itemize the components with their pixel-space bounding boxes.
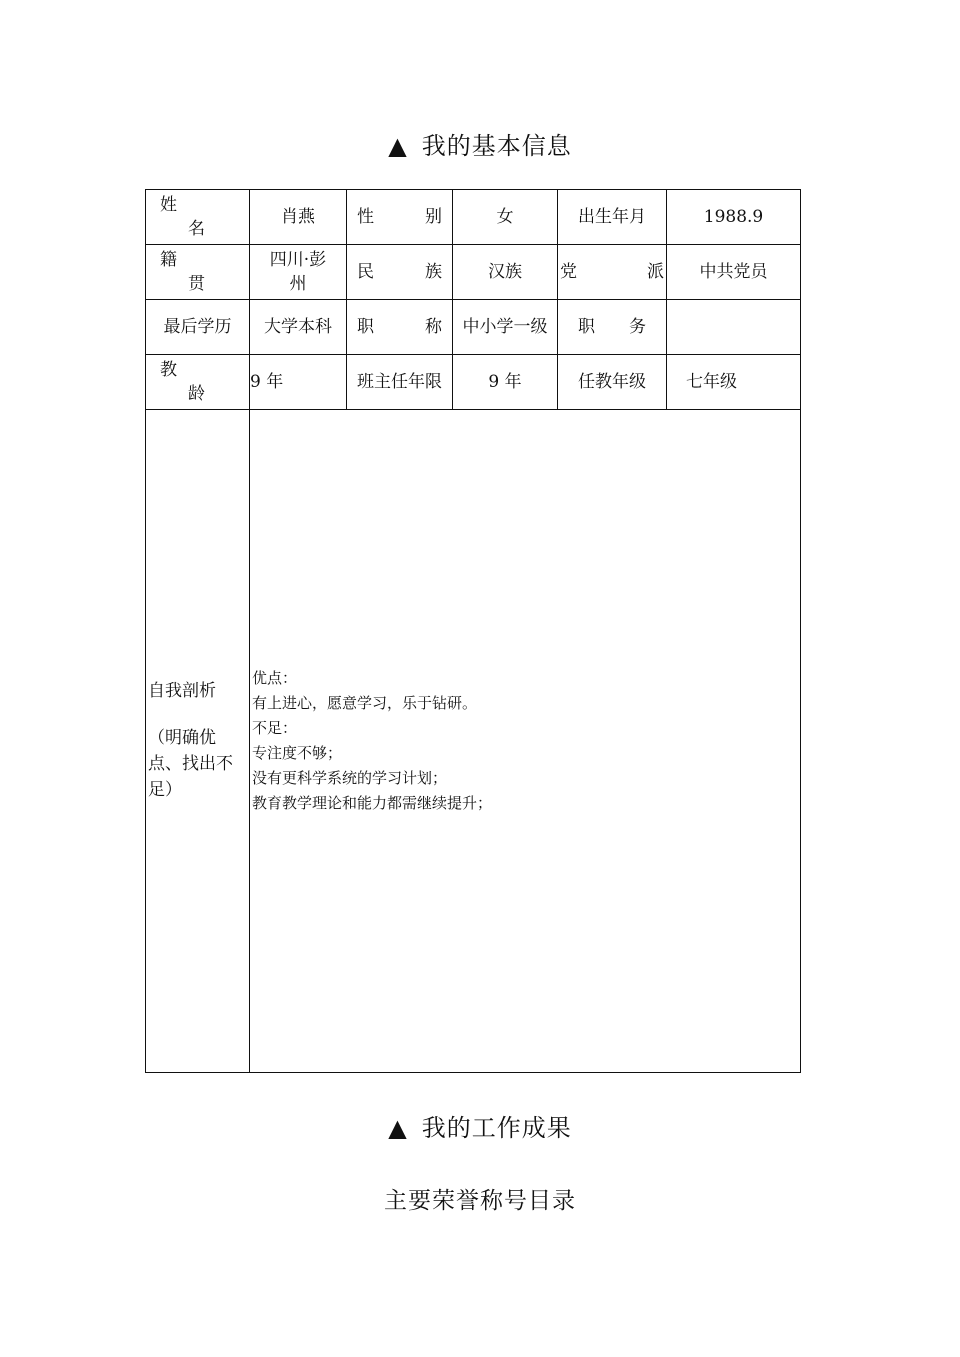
self-analysis-title: 自我剖析: [148, 681, 216, 701]
table-row: [146, 355, 801, 410]
name-label-part2: 名: [188, 219, 205, 239]
triangle-marker-icon: ▲: [388, 1114, 408, 1142]
analysis-line: 有上进心，愿意学习，乐于钻研。: [252, 694, 478, 712]
table-row: [146, 300, 801, 355]
analysis-line: 教育教学理论和能力都需继续提升；: [252, 794, 493, 812]
ethnic-label-part2: 族: [425, 262, 442, 282]
party-value: 中共党员: [667, 245, 801, 300]
headteacher-years-label: 班主任年限: [347, 355, 453, 410]
origin-value-line1: 四川·彭: [269, 250, 327, 270]
ethnic-label: [347, 245, 453, 300]
table-row: [146, 410, 801, 1073]
origin-value: [250, 245, 347, 300]
position-label-part1: 职: [578, 317, 595, 337]
origin-value-line2: 州: [289, 274, 307, 294]
analysis-line: 不足：: [252, 719, 298, 737]
table-row: [146, 245, 801, 300]
work-results-heading: [0, 1108, 960, 1143]
analysis-line: 专注度不够；: [252, 744, 343, 762]
table-row: [146, 190, 801, 245]
grade-value: [667, 355, 801, 410]
self-analysis-label: [146, 410, 250, 1073]
basic-info-table: [145, 189, 801, 1073]
title-value: 中小学一级: [453, 300, 558, 355]
analysis-line: 没有更科学系统的学习计划；: [252, 769, 448, 787]
basic-info-heading: [0, 126, 960, 161]
self-analysis-sub-line3: 足）: [148, 780, 182, 800]
teaching-years-label-part1: 教: [160, 360, 177, 380]
honors-heading: 主要荣誉称号目录: [384, 1188, 576, 1214]
name-label-part1: 姓: [160, 195, 177, 215]
party-label-part2: 派: [647, 262, 664, 282]
ethnic-value: 汉族: [453, 245, 558, 300]
name-label: [146, 190, 250, 245]
party-label-part1: 党: [560, 262, 577, 282]
ethnic-label-part1: 民: [357, 262, 374, 282]
name-value: 肖燕: [250, 190, 347, 245]
grade-value-text: 七年级: [686, 372, 737, 392]
birth-value: 1988.9: [667, 190, 801, 245]
teaching-years-value: 9 年: [250, 355, 347, 410]
basic-info-title: 我的基本信息: [421, 132, 572, 160]
self-analysis-sub-line2: 点、找出不: [148, 754, 233, 774]
self-analysis-sub-line1: （明确优: [148, 728, 216, 748]
origin-label: [146, 245, 250, 300]
position-label: [558, 300, 667, 355]
triangle-marker-icon: ▲: [388, 132, 408, 160]
origin-label-part1: 籍: [160, 250, 177, 270]
title-label-part2: 称: [425, 317, 442, 337]
title-label: [347, 300, 453, 355]
education-label: 最后学历: [146, 300, 250, 355]
gender-label: [347, 190, 453, 245]
analysis-line: 优点：: [252, 669, 298, 687]
teaching-years-label: [146, 355, 250, 410]
grade-label: 任教年级: [558, 355, 667, 410]
gender-value: 女: [453, 190, 558, 245]
origin-label-part2: 贯: [188, 274, 205, 294]
work-results-title: 我的工作成果: [421, 1114, 572, 1142]
self-analysis-content: [250, 410, 801, 1073]
teaching-years-label-part2: 龄: [188, 384, 205, 404]
position-label-part2: 务: [629, 317, 646, 337]
gender-label-part2: 别: [425, 207, 442, 227]
birth-label: 出生年月: [558, 190, 667, 245]
party-label: [558, 245, 667, 300]
position-value: [667, 300, 801, 355]
gender-label-part1: 性: [357, 207, 374, 227]
headteacher-years-value: 9 年: [453, 355, 558, 410]
education-value: 大学本科: [250, 300, 347, 355]
title-label-part1: 职: [357, 317, 374, 337]
